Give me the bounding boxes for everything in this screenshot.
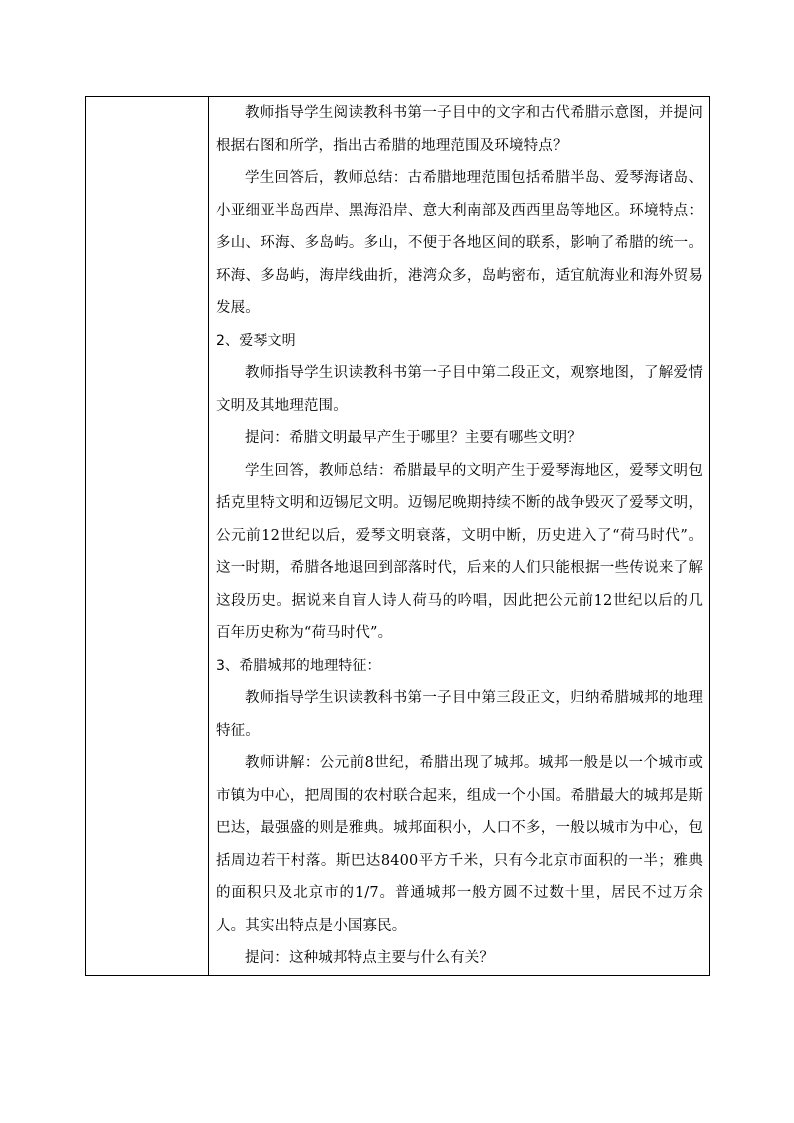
lesson-content [209, 97, 709, 975]
table-row [86, 97, 710, 976]
paragraph-geography-summary: 学生回答后，教师总结：古希腊地理范围包括希腊半岛、爱琴海诸岛、小亚细亚半岛西岸、黑海沿岸、意大利南部及西西里岛等地区。环境特点：多山、环海、多岛屿。多山，不便于各地区间的联系，影响了希腊的统一。环海、多岛屿，海岸线曲折，港湾众多，岛屿密布，适宜航海业和海外贸易发展。 [216, 170, 703, 316]
paragraph-aegean-instruction: 教师指导学生识读教科书第一子目中第二段正文，观察地图，了解爱情文明及其地理范围。 [216, 365, 703, 414]
lesson-table [85, 96, 710, 976]
paragraph-question-cause: 提问：这种城邦特点主要与什么有关？ [245, 950, 495, 966]
paragraph-city-state-lecture: 教师讲解：公元前8世纪，希腊出现了城邦。城邦一般是以一个城市或市镇为中心，把周围的农村联合起来，组成一个小国。希腊最大的城邦是斯巴达，最强盛的则是雅典。城邦面积小，人口不多，一般以城市为中心，包括周边若干村落。斯巴达8400平方千米，只有今北京市面积的一半；雅典的面积只及北京市的1/7。普通城邦一般方圆不过数十里，居民不过万余人。其实出特点是小国寡民。 [216, 755, 703, 934]
paragraph-question-origin: 提问：希腊文明最早产生于哪里？主要有哪些文明？ [245, 430, 582, 446]
section-heading-aegean: 2、爱琴文明 [216, 332, 296, 349]
paragraph-city-state-instruction: 教师指导学生识读教科书第一子目中第三段正文，归纳希腊城邦的地理特征。 [216, 690, 703, 739]
paragraph-reading-instruction: 教师指导学生阅读教科书第一子目中的文字和古代希腊示意图，并提问根据右图和所学，指出古希腊的地理范围及环境特点？ [216, 105, 703, 154]
section-heading-city-state: 3、希腊城邦的地理特征： [216, 657, 381, 674]
content-cell [209, 97, 710, 976]
left-column-cell [86, 97, 209, 976]
paragraph-aegean-summary: 学生回答，教师总结：希腊最早的文明产生于爱琴海地区，爱琴文明包括克里特文明和迈锡尼文明。迈锡尼晚期持续不断的战争毁灭了爱琴文明，公元前12世纪以后，爱琴文明衰落，文明中断，历史进入了“荷马时代”。这一时期，希腊各地退回到部落时代，后来的人们只能根据一些传说来了解这段历史。据说来自盲人诗人荷马的吟唱，因此把公元前12世纪以后的几百年历史称为“荷马时代”。 [216, 462, 703, 641]
